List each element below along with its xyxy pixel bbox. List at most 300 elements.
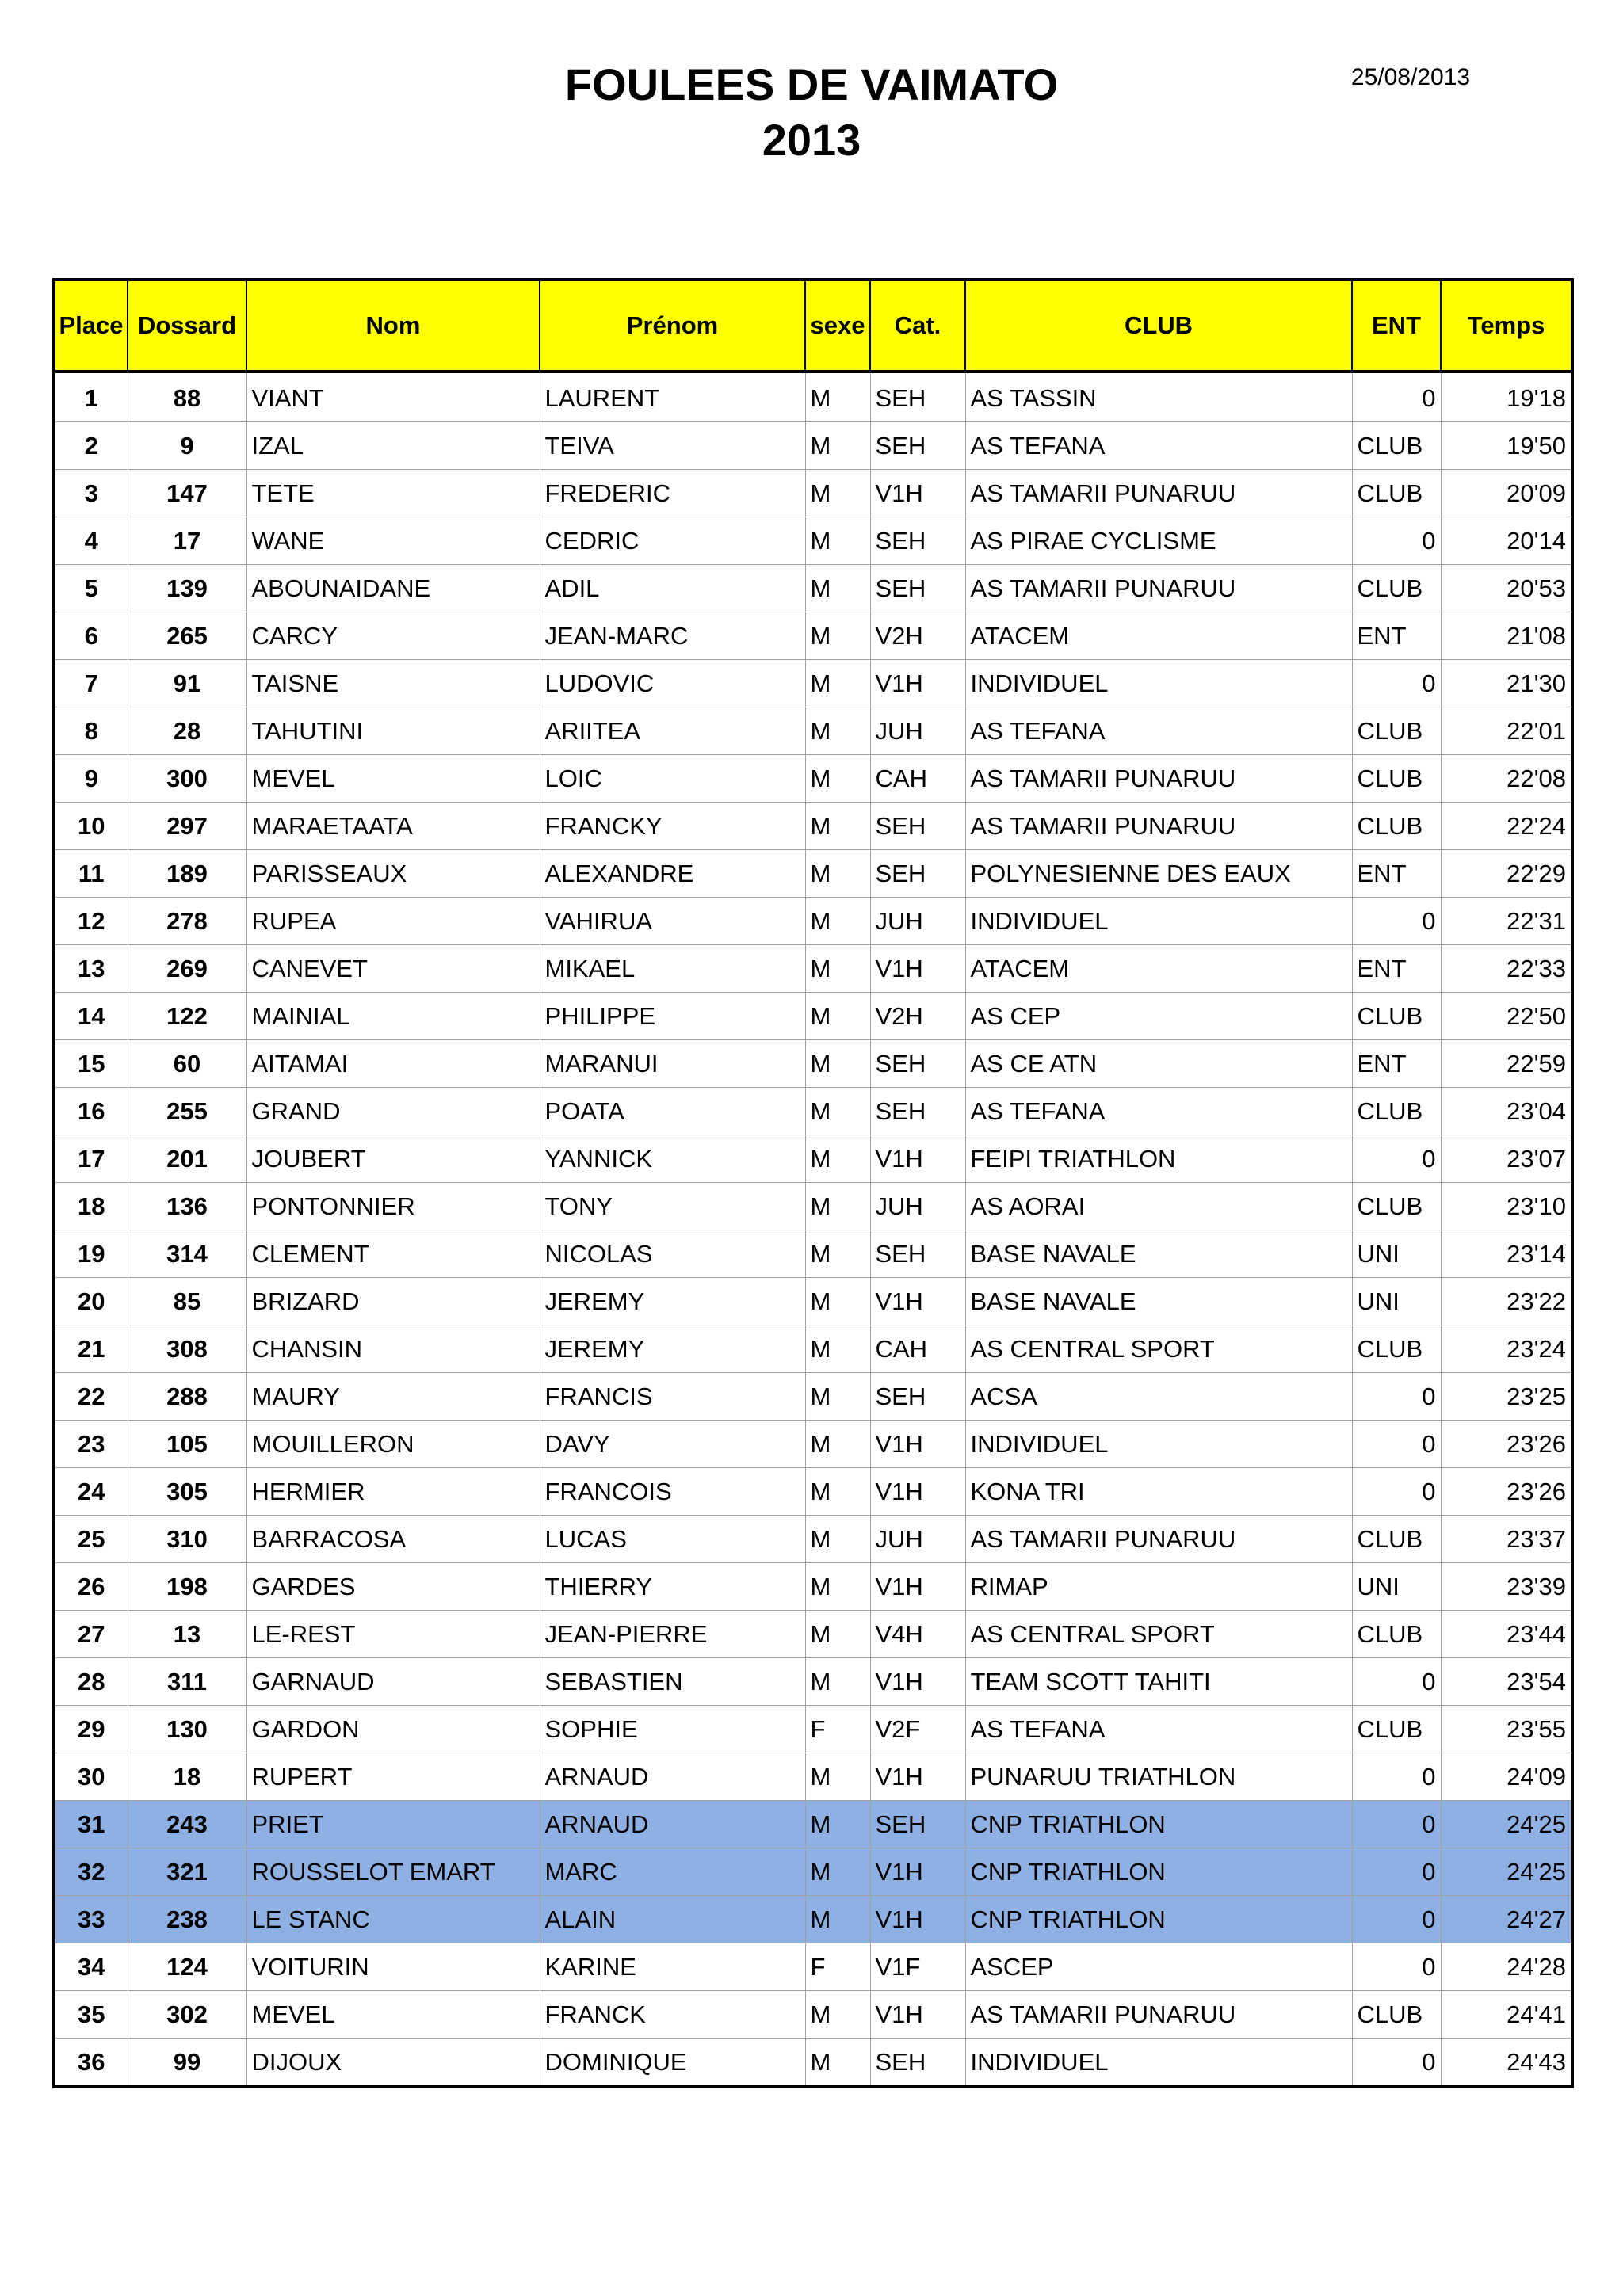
table-row <box>54 565 1572 612</box>
cell-temps: 24'28 <box>1441 1943 1572 1991</box>
cell-place: 14 <box>54 993 128 1040</box>
cell-temps: 22'01 <box>1441 707 1572 755</box>
cell-club: AS CEP <box>965 993 1352 1040</box>
cell-prenom: LAURENT <box>540 372 805 422</box>
cell-nom: BRIZARD <box>246 1278 540 1325</box>
cell-nom: RUPERT <box>246 1753 540 1801</box>
cell-ent: 0 <box>1352 517 1441 565</box>
cell-nom: HERMIER <box>246 1468 540 1516</box>
cell-prenom: ARNAUD <box>540 1801 805 1848</box>
cell-temps: 22'24 <box>1441 803 1572 850</box>
col-header-place: Place <box>54 280 128 372</box>
cell-club: CNP TRIATHLON <box>965 1896 1352 1943</box>
cell-dossard: 201 <box>128 1135 246 1183</box>
table-row <box>54 850 1572 898</box>
cell-dossard: 18 <box>128 1753 246 1801</box>
table-row <box>54 1801 1572 1848</box>
cell-prenom: POATA <box>540 1088 805 1135</box>
col-header-dossard: Dossard <box>128 280 246 372</box>
cell-dossard: 105 <box>128 1421 246 1468</box>
cell-cat: V1H <box>870 1421 965 1468</box>
cell-dossard: 308 <box>128 1325 246 1373</box>
cell-club: AS AORAI <box>965 1183 1352 1230</box>
results-body <box>54 372 1572 2087</box>
cell-club: INDIVIDUEL <box>965 898 1352 945</box>
cell-temps: 23'04 <box>1441 1088 1572 1135</box>
cell-place: 5 <box>54 565 128 612</box>
cell-dossard: 136 <box>128 1183 246 1230</box>
table-row <box>54 1468 1572 1516</box>
cell-temps: 23'44 <box>1441 1611 1572 1658</box>
cell-dossard: 60 <box>128 1040 246 1088</box>
cell-dossard: 130 <box>128 1706 246 1753</box>
cell-temps: 22'50 <box>1441 993 1572 1040</box>
cell-place: 12 <box>54 898 128 945</box>
table-header-row <box>54 280 1572 372</box>
cell-cat: SEH <box>870 1230 965 1278</box>
cell-prenom: JEREMY <box>540 1278 805 1325</box>
cell-ent: 0 <box>1352 372 1441 422</box>
cell-club: AS TASSIN <box>965 372 1352 422</box>
cell-club: AS CE ATN <box>965 1040 1352 1088</box>
cell-club: ATACEM <box>965 612 1352 660</box>
cell-prenom: MARC <box>540 1848 805 1896</box>
cell-nom: LE-REST <box>246 1611 540 1658</box>
cell-club: INDIVIDUEL <box>965 1421 1352 1468</box>
cell-sexe: F <box>805 1943 870 1991</box>
cell-temps: 19'50 <box>1441 422 1572 470</box>
cell-temps: 24'25 <box>1441 1848 1572 1896</box>
cell-nom: RUPEA <box>246 898 540 945</box>
cell-place: 24 <box>54 1468 128 1516</box>
cell-nom: IZAL <box>246 422 540 470</box>
cell-prenom: SOPHIE <box>540 1706 805 1753</box>
table-row <box>54 660 1572 707</box>
cell-nom: DIJOUX <box>246 2039 540 2088</box>
cell-nom: AITAMAI <box>246 1040 540 1088</box>
cell-sexe: M <box>805 1088 870 1135</box>
cell-place: 13 <box>54 945 128 993</box>
cell-place: 20 <box>54 1278 128 1325</box>
cell-nom: CANEVET <box>246 945 540 993</box>
cell-prenom: FREDERIC <box>540 470 805 517</box>
cell-nom: GRAND <box>246 1088 540 1135</box>
table-row <box>54 898 1572 945</box>
cell-place: 7 <box>54 660 128 707</box>
cell-ent: 0 <box>1352 1421 1441 1468</box>
cell-dossard: 88 <box>128 372 246 422</box>
table-row <box>54 1088 1572 1135</box>
cell-prenom: ADIL <box>540 565 805 612</box>
cell-club: AS TEFANA <box>965 707 1352 755</box>
cell-sexe: F <box>805 1706 870 1753</box>
cell-club: AS TAMARII PUNARUU <box>965 1991 1352 2039</box>
cell-club: ACSA <box>965 1373 1352 1421</box>
cell-cat: V1H <box>870 945 965 993</box>
cell-ent: CLUB <box>1352 1325 1441 1373</box>
cell-prenom: JEREMY <box>540 1325 805 1373</box>
cell-cat: V1H <box>870 1991 965 2039</box>
cell-cat: CAH <box>870 755 965 803</box>
cell-ent: ENT <box>1352 850 1441 898</box>
table-row <box>54 1325 1572 1373</box>
cell-temps: 19'18 <box>1441 372 1572 422</box>
table-row <box>54 1991 1572 2039</box>
cell-sexe: M <box>805 898 870 945</box>
cell-dossard: 122 <box>128 993 246 1040</box>
cell-club: AS CENTRAL SPORT <box>965 1325 1352 1373</box>
table-row <box>54 945 1572 993</box>
cell-sexe: M <box>805 1468 870 1516</box>
cell-cat: V1H <box>870 470 965 517</box>
cell-sexe: M <box>805 517 870 565</box>
cell-place: 1 <box>54 372 128 422</box>
cell-sexe: M <box>805 707 870 755</box>
cell-dossard: 269 <box>128 945 246 993</box>
cell-dossard: 85 <box>128 1278 246 1325</box>
cell-ent: 0 <box>1352 1658 1441 1706</box>
cell-dossard: 288 <box>128 1373 246 1421</box>
cell-cat: SEH <box>870 372 965 422</box>
cell-cat: JUH <box>870 707 965 755</box>
cell-cat: V2H <box>870 993 965 1040</box>
table-row <box>54 1896 1572 1943</box>
cell-club: AS TAMARII PUNARUU <box>965 755 1352 803</box>
cell-cat: V1H <box>870 1563 965 1611</box>
cell-sexe: M <box>805 1801 870 1848</box>
cell-club: AS PIRAE CYCLISME <box>965 517 1352 565</box>
col-header-prenom: Prénom <box>540 280 805 372</box>
cell-ent: ENT <box>1352 1040 1441 1088</box>
cell-place: 32 <box>54 1848 128 1896</box>
table-row <box>54 1943 1572 1991</box>
cell-cat: SEH <box>870 803 965 850</box>
cell-temps: 23'25 <box>1441 1373 1572 1421</box>
cell-dossard: 198 <box>128 1563 246 1611</box>
cell-club: INDIVIDUEL <box>965 660 1352 707</box>
cell-ent: 0 <box>1352 1135 1441 1183</box>
cell-nom: MARAETAATA <box>246 803 540 850</box>
cell-cat: SEH <box>870 422 965 470</box>
col-header-club: CLUB <box>965 280 1352 372</box>
cell-place: 30 <box>54 1753 128 1801</box>
cell-nom: TAISNE <box>246 660 540 707</box>
cell-place: 15 <box>54 1040 128 1088</box>
cell-nom: MAINIAL <box>246 993 540 1040</box>
cell-place: 31 <box>54 1801 128 1848</box>
col-header-temps: Temps <box>1441 280 1572 372</box>
cell-ent: 0 <box>1352 2039 1441 2088</box>
cell-ent: 0 <box>1352 1896 1441 1943</box>
cell-dossard: 300 <box>128 755 246 803</box>
table-row <box>54 1040 1572 1088</box>
cell-sexe: M <box>805 1421 870 1468</box>
cell-temps: 22'31 <box>1441 898 1572 945</box>
cell-prenom: PHILIPPE <box>540 993 805 1040</box>
cell-cat: SEH <box>870 565 965 612</box>
table-row <box>54 1230 1572 1278</box>
cell-prenom: MARANUI <box>540 1040 805 1088</box>
cell-sexe: M <box>805 372 870 422</box>
cell-temps: 23'22 <box>1441 1278 1572 1325</box>
cell-dossard: 321 <box>128 1848 246 1896</box>
cell-place: 35 <box>54 1991 128 2039</box>
table-row <box>54 707 1572 755</box>
cell-ent: 0 <box>1352 898 1441 945</box>
cell-ent: UNI <box>1352 1563 1441 1611</box>
cell-cat: SEH <box>870 2039 965 2088</box>
cell-sexe: M <box>805 612 870 660</box>
cell-sexe: M <box>805 1516 870 1563</box>
cell-sexe: M <box>805 422 870 470</box>
cell-sexe: M <box>805 660 870 707</box>
cell-ent: CLUB <box>1352 1088 1441 1135</box>
cell-place: 29 <box>54 1706 128 1753</box>
cell-nom: VOITURIN <box>246 1943 540 1991</box>
cell-place: 26 <box>54 1563 128 1611</box>
cell-dossard: 314 <box>128 1230 246 1278</box>
cell-club: AS TEFANA <box>965 1706 1352 1753</box>
cell-nom: MOUILLERON <box>246 1421 540 1468</box>
cell-club: CNP TRIATHLON <box>965 1801 1352 1848</box>
cell-dossard: 310 <box>128 1516 246 1563</box>
cell-cat: CAH <box>870 1325 965 1373</box>
cell-club: RIMAP <box>965 1563 1352 1611</box>
cell-sexe: M <box>805 1325 870 1373</box>
cell-dossard: 139 <box>128 565 246 612</box>
cell-sexe: M <box>805 2039 870 2088</box>
cell-ent: 0 <box>1352 1468 1441 1516</box>
table-row <box>54 517 1572 565</box>
cell-cat: SEH <box>870 1088 965 1135</box>
cell-prenom: FRANCK <box>540 1991 805 2039</box>
cell-nom: MEVEL <box>246 1991 540 2039</box>
cell-dossard: 302 <box>128 1991 246 2039</box>
cell-dossard: 255 <box>128 1088 246 1135</box>
cell-club: AS TEFANA <box>965 1088 1352 1135</box>
cell-ent: CLUB <box>1352 993 1441 1040</box>
table-row <box>54 1706 1572 1753</box>
cell-cat: V1H <box>870 660 965 707</box>
cell-place: 10 <box>54 803 128 850</box>
cell-temps: 23'26 <box>1441 1468 1572 1516</box>
cell-temps: 20'09 <box>1441 470 1572 517</box>
table-row <box>54 422 1572 470</box>
cell-nom: CARCY <box>246 612 540 660</box>
cell-place: 36 <box>54 2039 128 2088</box>
cell-place: 2 <box>54 422 128 470</box>
cell-sexe: M <box>805 1848 870 1896</box>
table-row <box>54 1753 1572 1801</box>
table-row <box>54 612 1572 660</box>
cell-place: 16 <box>54 1088 128 1135</box>
cell-ent: 0 <box>1352 660 1441 707</box>
table-row <box>54 470 1572 517</box>
cell-club: FEIPI TRIATHLON <box>965 1135 1352 1183</box>
cell-temps: 23'26 <box>1441 1421 1572 1468</box>
cell-ent: 0 <box>1352 1373 1441 1421</box>
cell-club: KONA TRI <box>965 1468 1352 1516</box>
cell-dossard: 9 <box>128 422 246 470</box>
cell-nom: LE STANC <box>246 1896 540 1943</box>
cell-nom: GARNAUD <box>246 1658 540 1706</box>
cell-prenom: FRANCOIS <box>540 1468 805 1516</box>
cell-dossard: 147 <box>128 470 246 517</box>
cell-cat: V1H <box>870 1848 965 1896</box>
cell-sexe: M <box>805 1278 870 1325</box>
cell-temps: 23'24 <box>1441 1325 1572 1373</box>
cell-nom: TETE <box>246 470 540 517</box>
cell-dossard: 305 <box>128 1468 246 1516</box>
cell-sexe: M <box>805 470 870 517</box>
cell-sexe: M <box>805 993 870 1040</box>
cell-club: INDIVIDUEL <box>965 2039 1352 2088</box>
cell-nom: CHANSIN <box>246 1325 540 1373</box>
cell-temps: 23'55 <box>1441 1706 1572 1753</box>
cell-place: 22 <box>54 1373 128 1421</box>
cell-nom: PRIET <box>246 1801 540 1848</box>
cell-prenom: LOIC <box>540 755 805 803</box>
cell-ent: CLUB <box>1352 565 1441 612</box>
cell-nom: WANE <box>246 517 540 565</box>
cell-ent: CLUB <box>1352 803 1441 850</box>
cell-cat: V1H <box>870 1468 965 1516</box>
cell-ent: CLUB <box>1352 470 1441 517</box>
cell-ent: CLUB <box>1352 1611 1441 1658</box>
cell-dossard: 99 <box>128 2039 246 2088</box>
cell-ent: UNI <box>1352 1278 1441 1325</box>
cell-sexe: M <box>805 1040 870 1088</box>
table-row <box>54 993 1572 1040</box>
cell-place: 9 <box>54 755 128 803</box>
cell-club: AS TAMARII PUNARUU <box>965 1516 1352 1563</box>
cell-cat: V1H <box>870 1135 965 1183</box>
table-row <box>54 1611 1572 1658</box>
cell-place: 3 <box>54 470 128 517</box>
cell-sexe: M <box>805 1658 870 1706</box>
cell-ent: CLUB <box>1352 1516 1441 1563</box>
table-row <box>54 1516 1572 1563</box>
cell-place: 34 <box>54 1943 128 1991</box>
cell-dossard: 265 <box>128 612 246 660</box>
cell-ent: CLUB <box>1352 1991 1441 2039</box>
col-header-cat: Cat. <box>870 280 965 372</box>
cell-place: 19 <box>54 1230 128 1278</box>
table-row <box>54 372 1572 422</box>
report-date: 25/08/2013 <box>1350 64 1471 90</box>
cell-place: 4 <box>54 517 128 565</box>
cell-prenom: ARIITEA <box>540 707 805 755</box>
cell-temps: 23'39 <box>1441 1563 1572 1611</box>
cell-cat: V1H <box>870 1278 965 1325</box>
cell-sexe: M <box>805 1230 870 1278</box>
cell-temps: 23'10 <box>1441 1183 1572 1230</box>
cell-temps: 24'09 <box>1441 1753 1572 1801</box>
col-header-sexe: sexe <box>805 280 870 372</box>
cell-nom: JOUBERT <box>246 1135 540 1183</box>
cell-sexe: M <box>805 1991 870 2039</box>
cell-place: 8 <box>54 707 128 755</box>
cell-dossard: 28 <box>128 707 246 755</box>
cell-ent: CLUB <box>1352 1183 1441 1230</box>
cell-prenom: YANNICK <box>540 1135 805 1183</box>
cell-nom: GARDON <box>246 1706 540 1753</box>
cell-nom: TAHUTINI <box>246 707 540 755</box>
cell-cat: SEH <box>870 1373 965 1421</box>
cell-cat: JUH <box>870 1516 965 1563</box>
cell-temps: 24'25 <box>1441 1801 1572 1848</box>
cell-temps: 23'37 <box>1441 1516 1572 1563</box>
cell-nom: MEVEL <box>246 755 540 803</box>
cell-dossard: 13 <box>128 1611 246 1658</box>
cell-dossard: 91 <box>128 660 246 707</box>
cell-prenom: JEAN-PIERRE <box>540 1611 805 1658</box>
cell-prenom: JEAN-MARC <box>540 612 805 660</box>
cell-club: ATACEM <box>965 945 1352 993</box>
cell-dossard: 189 <box>128 850 246 898</box>
cell-club: BASE NAVALE <box>965 1278 1352 1325</box>
table-row <box>54 1421 1572 1468</box>
cell-club: POLYNESIENNE DES EAUX <box>965 850 1352 898</box>
cell-place: 11 <box>54 850 128 898</box>
table-row <box>54 1563 1572 1611</box>
cell-prenom: KARINE <box>540 1943 805 1991</box>
cell-ent: 0 <box>1352 1848 1441 1896</box>
cell-sexe: M <box>805 1611 870 1658</box>
table-row <box>54 1848 1572 1896</box>
cell-ent: CLUB <box>1352 422 1441 470</box>
cell-prenom: THIERRY <box>540 1563 805 1611</box>
table-row <box>54 1278 1572 1325</box>
cell-nom: VIANT <box>246 372 540 422</box>
cell-temps: 24'43 <box>1441 2039 1572 2088</box>
cell-club: ASCEP <box>965 1943 1352 1991</box>
cell-cat: SEH <box>870 850 965 898</box>
results-table <box>52 278 1574 2088</box>
cell-nom: CLEMENT <box>246 1230 540 1278</box>
cell-prenom: MIKAEL <box>540 945 805 993</box>
cell-sexe: M <box>805 565 870 612</box>
cell-sexe: M <box>805 1753 870 1801</box>
cell-ent: UNI <box>1352 1230 1441 1278</box>
cell-ent: CLUB <box>1352 755 1441 803</box>
cell-prenom: ARNAUD <box>540 1753 805 1801</box>
cell-place: 33 <box>54 1896 128 1943</box>
cell-cat: V2H <box>870 612 965 660</box>
cell-dossard: 124 <box>128 1943 246 1991</box>
table-row <box>54 1373 1572 1421</box>
cell-dossard: 243 <box>128 1801 246 1848</box>
col-header-nom: Nom <box>246 280 540 372</box>
cell-sexe: M <box>805 1373 870 1421</box>
cell-place: 17 <box>54 1135 128 1183</box>
cell-temps: 20'53 <box>1441 565 1572 612</box>
table-row <box>54 2039 1572 2088</box>
cell-prenom: DAVY <box>540 1421 805 1468</box>
cell-club: TEAM SCOTT TAHITI <box>965 1658 1352 1706</box>
cell-club: AS CENTRAL SPORT <box>965 1611 1352 1658</box>
cell-prenom: VAHIRUA <box>540 898 805 945</box>
table-row <box>54 803 1572 850</box>
table-row <box>54 1135 1572 1183</box>
cell-ent: CLUB <box>1352 1706 1441 1753</box>
cell-nom: PARISSEAUX <box>246 850 540 898</box>
table-row <box>54 1183 1572 1230</box>
cell-prenom: NICOLAS <box>540 1230 805 1278</box>
cell-club: AS TAMARII PUNARUU <box>965 470 1352 517</box>
cell-club: BASE NAVALE <box>965 1230 1352 1278</box>
cell-club: CNP TRIATHLON <box>965 1848 1352 1896</box>
